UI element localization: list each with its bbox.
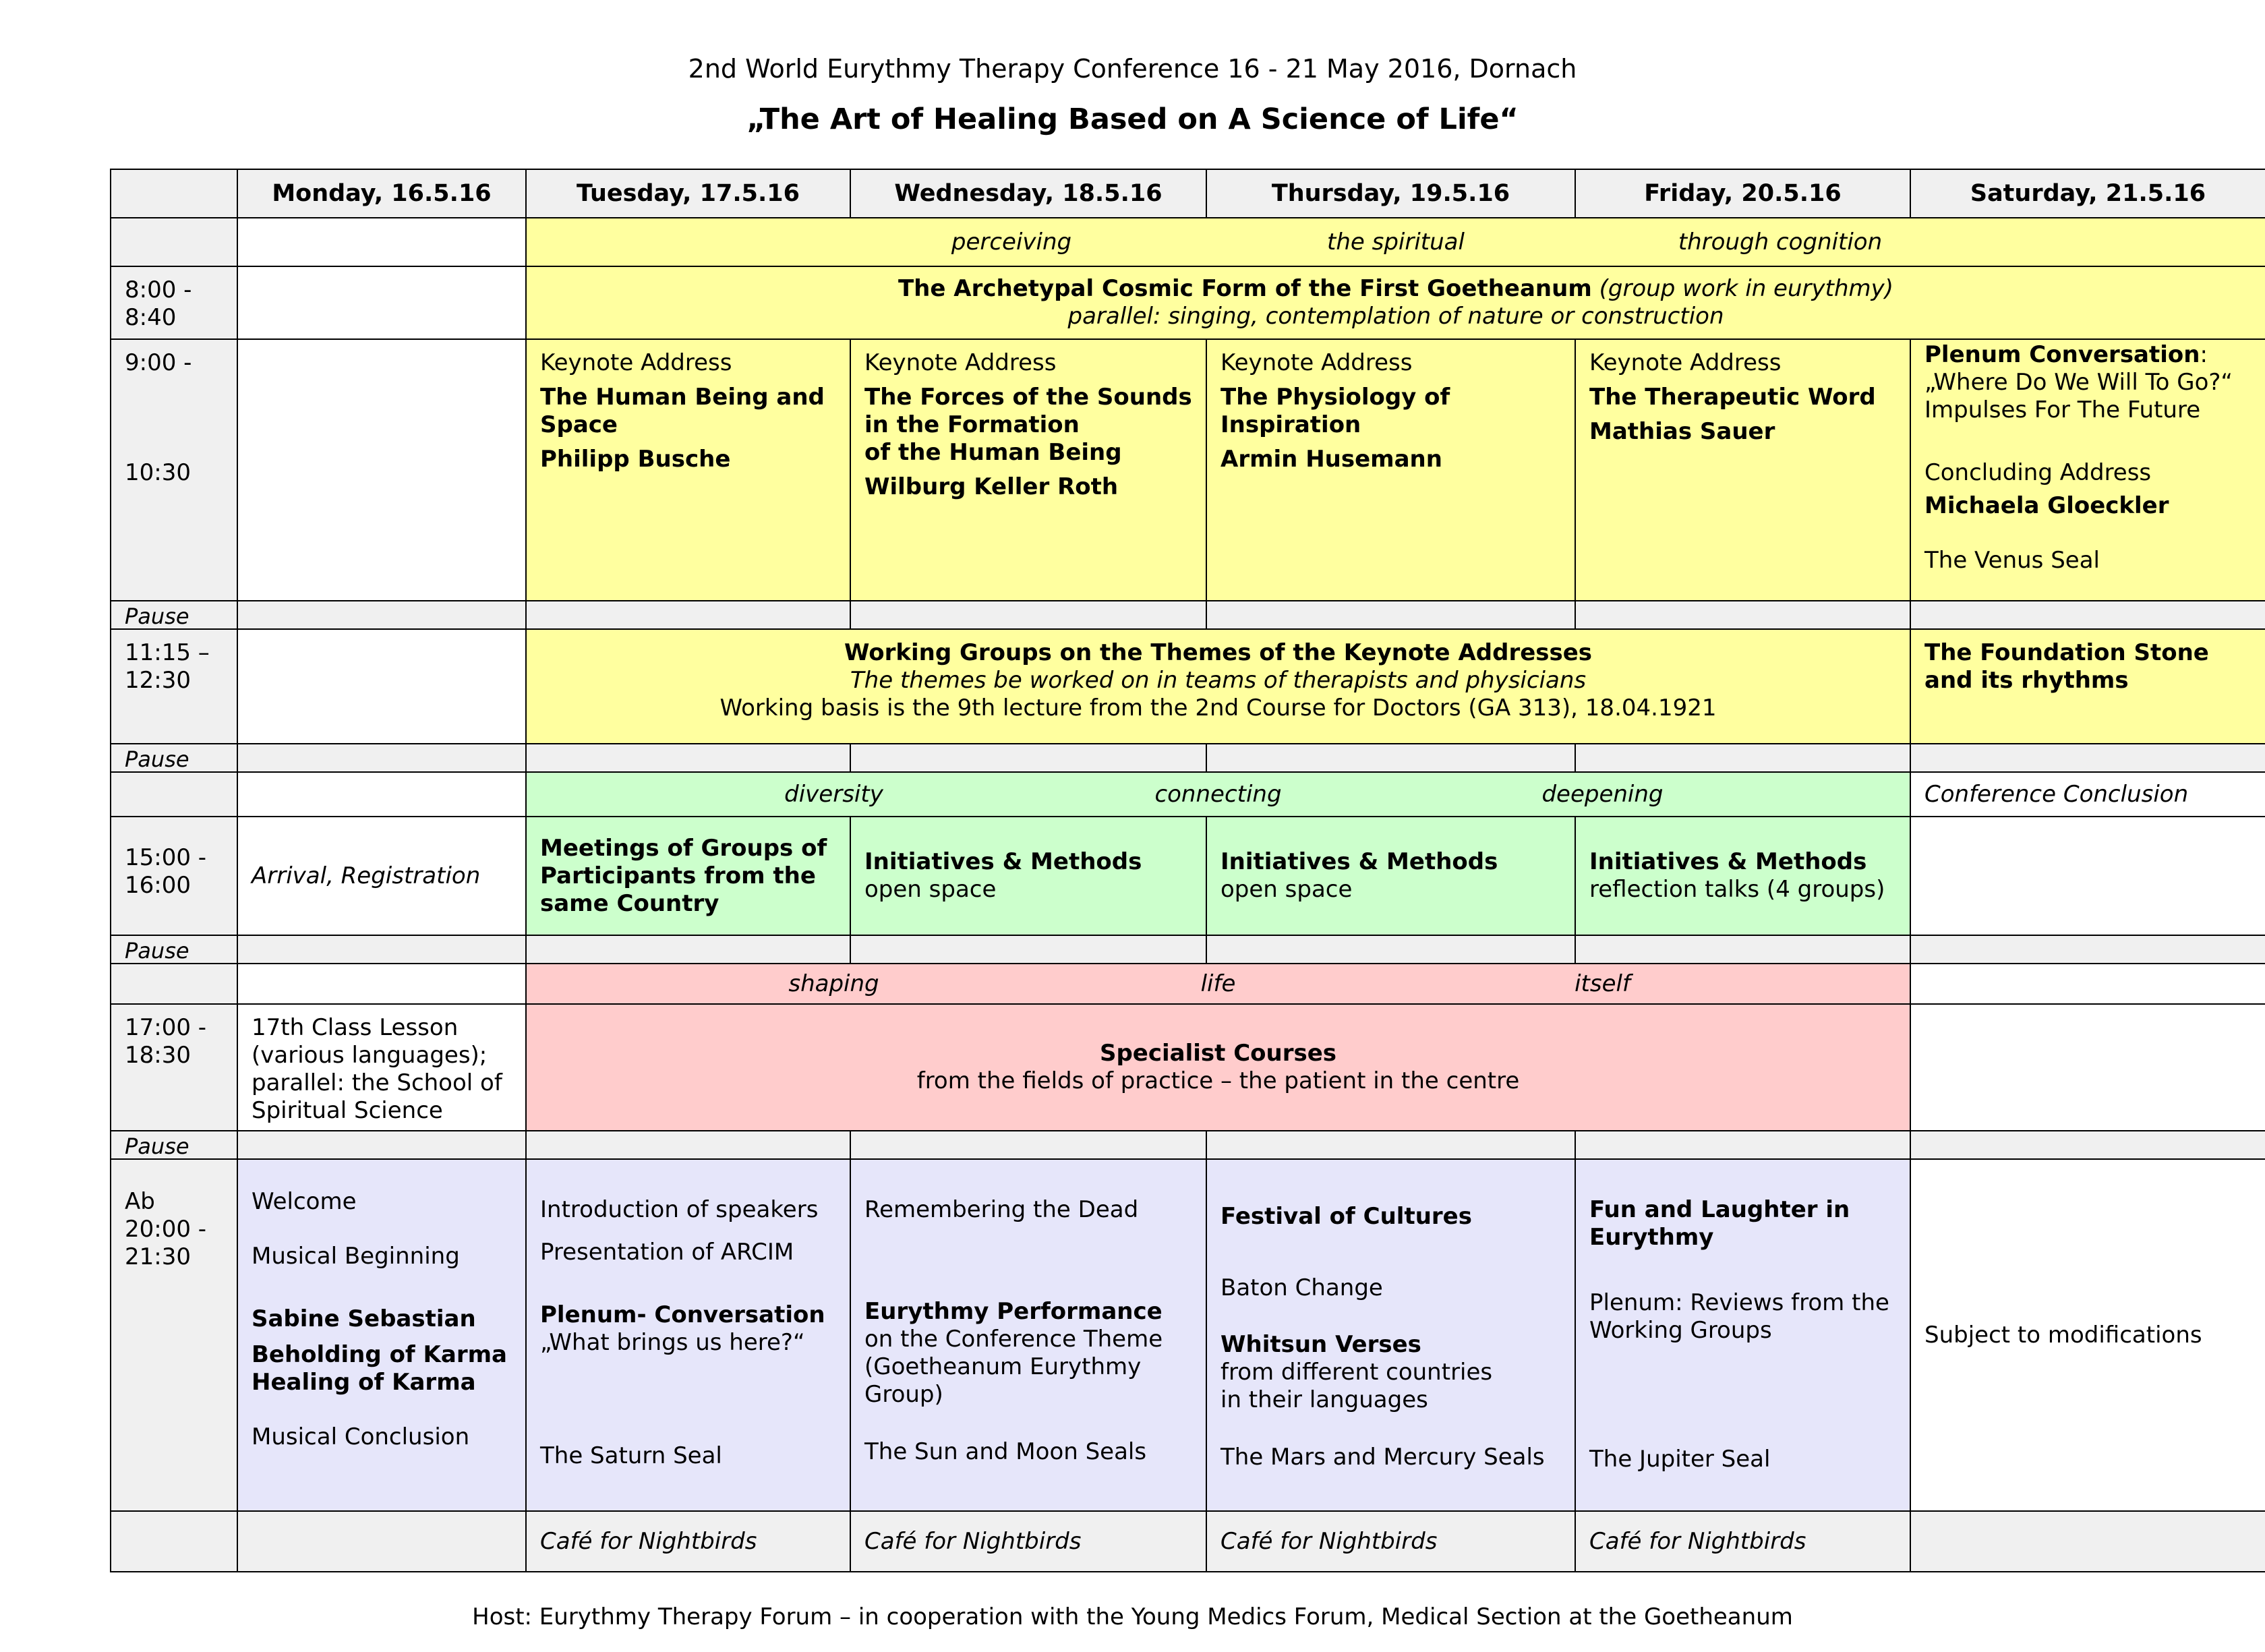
karma-topic: Beholding of Karma <box>252 1341 507 1368</box>
saturday-empty-cell <box>1910 1511 2265 1572</box>
pause-cell <box>237 935 526 964</box>
plenum-reviews: Plenum: Reviews from the Working Groups <box>1589 1289 1889 1344</box>
pause-cell <box>850 744 1206 772</box>
subject-to-modifications: Subject to modifications <box>1910 1159 2265 1511</box>
sun-moon-seals: The Sun and Moon Seals <box>864 1438 1147 1465</box>
session-basis: Working basis is the 9th lecture from the 2nd Course for Doctors (GA 313), 18.04.1921 <box>719 695 1717 721</box>
day-header-wednesday: Wednesday, 18.5.16 <box>850 169 1206 218</box>
time-cell: 17:00 - 18:30 <box>111 1004 237 1131</box>
plenum-impulses: Impulses For The Future <box>1924 396 2201 423</box>
evening-tuesday <box>526 1159 850 1511</box>
pause-cell <box>1206 1131 1575 1159</box>
festival-of-cultures: Festival of Cultures <box>1220 1203 1472 1230</box>
day-header-row <box>111 169 2265 218</box>
initiatives-subtitle: reflection talks (4 groups) <box>1589 876 1885 903</box>
plenum-conversation: Plenum- Conversation <box>540 1301 825 1328</box>
theme-word: shaping <box>788 970 879 997</box>
cafe-row <box>111 1511 2265 1572</box>
row-1700 <box>111 1004 2265 1131</box>
mars-mercury-seals: The Mars and Mercury Seals <box>1220 1444 1545 1471</box>
monday-empty-cell <box>237 964 526 1004</box>
plenum-saturday <box>1910 339 2265 601</box>
monday-empty-cell <box>237 266 526 339</box>
evening-speaker: Sabine Sebastian <box>252 1305 476 1332</box>
fun-and-laughter: Fun and Laughter in Eurythmy <box>1589 1196 1850 1251</box>
monday-empty-cell <box>237 1511 526 1572</box>
venus-seal: The Venus Seal <box>1924 547 2100 574</box>
pause-cell <box>1575 935 1910 964</box>
conference-line: 2nd World Eurythmy Therapy Conference 16 - 21 May 2016, Dornach <box>688 54 1577 84</box>
performance-description: on the Conference Theme (Goetheanum Eurythmy Group) <box>864 1326 1163 1408</box>
saturn-seal: The Saturn Seal <box>540 1442 722 1469</box>
monday-empty-cell <box>237 218 526 266</box>
monday-empty-cell <box>237 772 526 817</box>
keynote-title: The Physiology of Inspiration <box>1220 384 1450 438</box>
pause-cell <box>1575 1131 1910 1159</box>
pause-cell <box>526 1131 850 1159</box>
morning-theme <box>526 218 2265 266</box>
host-footer: Host: Eurythmy Therapy Forum – in cooperation with the Young Medics Forum, Medical Section at the Goetheanum <box>472 1603 1793 1630</box>
session-parallel: parallel: singing, contemplation of nature or construction <box>1067 303 1724 330</box>
theme-word: through cognition <box>1678 228 1883 256</box>
concluding-speaker: Michaela Gloeckler <box>1924 492 2169 519</box>
eurythmy-performance: Eurythmy Performance <box>864 1298 1163 1325</box>
archetypal-form-session <box>526 266 2265 339</box>
cafe-nightbirds: Café for Nightbirds <box>1575 1511 1910 1572</box>
saturday-empty-cell <box>1910 964 2265 1004</box>
pause-cell <box>1575 744 1910 772</box>
cafe-nightbirds: Café for Nightbirds <box>850 1511 1206 1572</box>
initiatives-wednesday <box>850 817 1206 935</box>
schedule-table <box>110 169 2265 1572</box>
country-groups-meeting: Meetings of Groups of Participants from the same Country <box>526 817 850 935</box>
time-end: 10:30 <box>125 459 191 486</box>
pause-row <box>111 744 2265 772</box>
time-cell: 15:00 - 16:00 <box>111 817 237 935</box>
intro-speakers: Introduction of speakers <box>540 1196 819 1223</box>
evening-wednesday <box>850 1159 1206 1511</box>
monday-empty-cell <box>237 629 526 744</box>
theme-word: the spiritual <box>1327 228 1465 256</box>
corner-cell <box>111 169 237 218</box>
working-groups-session <box>526 629 1910 744</box>
row-1500 <box>111 817 2265 935</box>
cafe-nightbirds: Café for Nightbirds <box>526 1511 850 1572</box>
remembering-dead: Remembering the Dead <box>864 1196 1139 1223</box>
keynote-label: Keynote Address <box>1589 349 1782 376</box>
keynote-label: Keynote Address <box>864 349 1057 376</box>
day-header-saturday: Saturday, 21.5.16 <box>1910 169 2265 218</box>
keynote-friday <box>1575 339 1910 601</box>
musical-conclusion: Musical Conclusion <box>252 1423 470 1450</box>
initiatives-subtitle: open space <box>1220 876 1353 903</box>
keynote-title: The Therapeutic Word <box>1589 384 1876 411</box>
class-lesson: 17th Class Lesson (various languages); parallel: the School of Spiritual Science <box>237 1004 526 1131</box>
initiatives-friday <box>1575 817 1910 935</box>
keynote-speaker: Wilburg Keller Roth <box>864 473 1119 500</box>
pause-row <box>111 1131 2265 1159</box>
keynote-title: The Forces of the Sounds in the Formation of the Human Being <box>864 384 1192 466</box>
time-cell: Ab 20:00 - 21:30 <box>111 1159 237 1511</box>
theme-word: perceiving <box>951 228 1072 256</box>
initiatives-thursday <box>1206 817 1575 935</box>
day-header-tuesday: Tuesday, 17.5.16 <box>526 169 850 218</box>
pause-row <box>111 601 2265 629</box>
evening-thursday <box>1206 1159 1575 1511</box>
time-cell-empty <box>111 218 237 266</box>
theme-word: itself <box>1575 970 1630 997</box>
pause-cell <box>850 601 1206 629</box>
session-title: Working Groups on the Themes of the Keynote Addresses <box>844 639 1593 666</box>
theme-word: deepening <box>1541 780 1664 808</box>
initiatives-title: Initiatives & Methods <box>1589 848 1867 875</box>
theme-row-evening <box>111 964 2265 1004</box>
time-cell-empty <box>111 772 237 817</box>
saturday-empty-cell <box>1910 1004 2265 1131</box>
evening-theme <box>526 964 1910 1004</box>
keynote-wednesday <box>850 339 1206 601</box>
welcome: Welcome <box>252 1188 357 1215</box>
keynote-tuesday <box>526 339 850 601</box>
theme-word: life <box>1200 970 1236 997</box>
pause-cell <box>237 601 526 629</box>
pause-cell <box>1910 744 2265 772</box>
concluding-label: Concluding Address <box>1924 459 2152 486</box>
pause-cell <box>526 744 850 772</box>
pause-cell <box>850 1131 1206 1159</box>
session-title: The Archetypal Cosmic Form of the First Goetheanum <box>898 275 1592 302</box>
pause-label: Pause <box>111 1131 237 1159</box>
verses-description: from different countries in their languages <box>1220 1359 1493 1413</box>
evening-monday <box>237 1159 526 1511</box>
whitsun-verses: Whitsun Verses <box>1220 1331 1421 1358</box>
day-header-monday: Monday, 16.5.16 <box>237 169 526 218</box>
pause-cell <box>1910 935 2265 964</box>
keynote-title: The Human Being and Space <box>540 384 825 438</box>
time-cell: 11:15 – 12:30 <box>111 629 237 744</box>
evening-friday <box>1575 1159 1910 1511</box>
pause-cell <box>1206 935 1575 964</box>
time-cell-empty <box>111 1511 237 1572</box>
day-header-thursday: Thursday, 19.5.16 <box>1206 169 1575 218</box>
pause-cell <box>237 744 526 772</box>
theme-row-afternoon <box>111 772 2265 817</box>
row-0800 <box>111 266 2265 339</box>
baton-change: Baton Change <box>1220 1274 1383 1301</box>
theme-word: diversity <box>784 780 883 808</box>
row-1115 <box>111 629 2265 744</box>
time-cell <box>111 339 237 601</box>
initiatives-subtitle: open space <box>864 876 997 903</box>
conference-title: „The Art of Healing Based on A Science of Life“ <box>746 102 1519 136</box>
pause-cell <box>1910 1131 2265 1159</box>
pause-cell <box>1910 601 2265 629</box>
day-header-friday: Friday, 20.5.16 <box>1575 169 1910 218</box>
monday-empty-cell <box>237 339 526 601</box>
keynote-thursday <box>1206 339 1575 601</box>
saturday-empty-cell <box>1910 817 2265 935</box>
pause-cell <box>526 935 850 964</box>
pause-cell <box>850 935 1206 964</box>
theme-word: connecting <box>1154 780 1282 808</box>
karma-topic: Healing of Karma <box>252 1369 476 1396</box>
pause-cell <box>1575 601 1910 629</box>
plenum-colon: : <box>2200 341 2208 368</box>
pause-cell <box>1206 744 1575 772</box>
time-start: 9:00 - <box>125 349 192 376</box>
keynote-label: Keynote Address <box>540 349 732 376</box>
row-0900 <box>111 339 2265 601</box>
arcim-presentation: Presentation of ARCIM <box>540 1239 794 1266</box>
pause-label: Pause <box>111 601 237 629</box>
specialist-courses <box>526 1004 1910 1131</box>
arrival-registration: Arrival, Registration <box>237 817 526 935</box>
theme-row-morning <box>111 218 2265 266</box>
musical-beginning: Musical Beginning <box>252 1243 460 1270</box>
initiatives-title: Initiatives & Methods <box>1220 848 1498 875</box>
time-cell: 8:00 - 8:40 <box>111 266 237 339</box>
conference-conclusion: Conference Conclusion <box>1910 772 2265 817</box>
pause-cell <box>526 601 850 629</box>
session-note: (group work in eurythmy) <box>1599 275 1893 302</box>
row-2000 <box>111 1159 2265 1511</box>
plenum-question: „Where Do We Will To Go?“ <box>1924 369 2233 396</box>
keynote-speaker: Armin Husemann <box>1220 446 1442 473</box>
pause-row <box>111 935 2265 964</box>
keynote-label: Keynote Address <box>1220 349 1413 376</box>
pause-label: Pause <box>111 744 237 772</box>
session-title: Specialist Courses <box>1099 1040 1337 1067</box>
initiatives-title: Initiatives & Methods <box>864 848 1142 875</box>
time-cell-empty <box>111 964 237 1004</box>
plenum-title: Plenum Conversation <box>1924 341 2200 368</box>
afternoon-theme <box>526 772 1910 817</box>
jupiter-seal: The Jupiter Seal <box>1589 1446 1771 1473</box>
cafe-nightbirds: Café for Nightbirds <box>1206 1511 1575 1572</box>
keynote-speaker: Philipp Busche <box>540 446 731 473</box>
pause-cell <box>1206 601 1575 629</box>
session-subtitle: from the fields of practice – the patient in the centre <box>916 1067 1520 1094</box>
pause-label: Pause <box>111 935 237 964</box>
keynote-speaker: Mathias Sauer <box>1589 418 1775 445</box>
pause-cell <box>237 1131 526 1159</box>
session-subtitle: The themes be worked on in teams of therapists and physicians <box>850 667 1587 694</box>
plenum-question: „What brings us here?“ <box>540 1329 805 1356</box>
foundation-stone: The Foundation Stone and its rhythms <box>1910 629 2265 744</box>
